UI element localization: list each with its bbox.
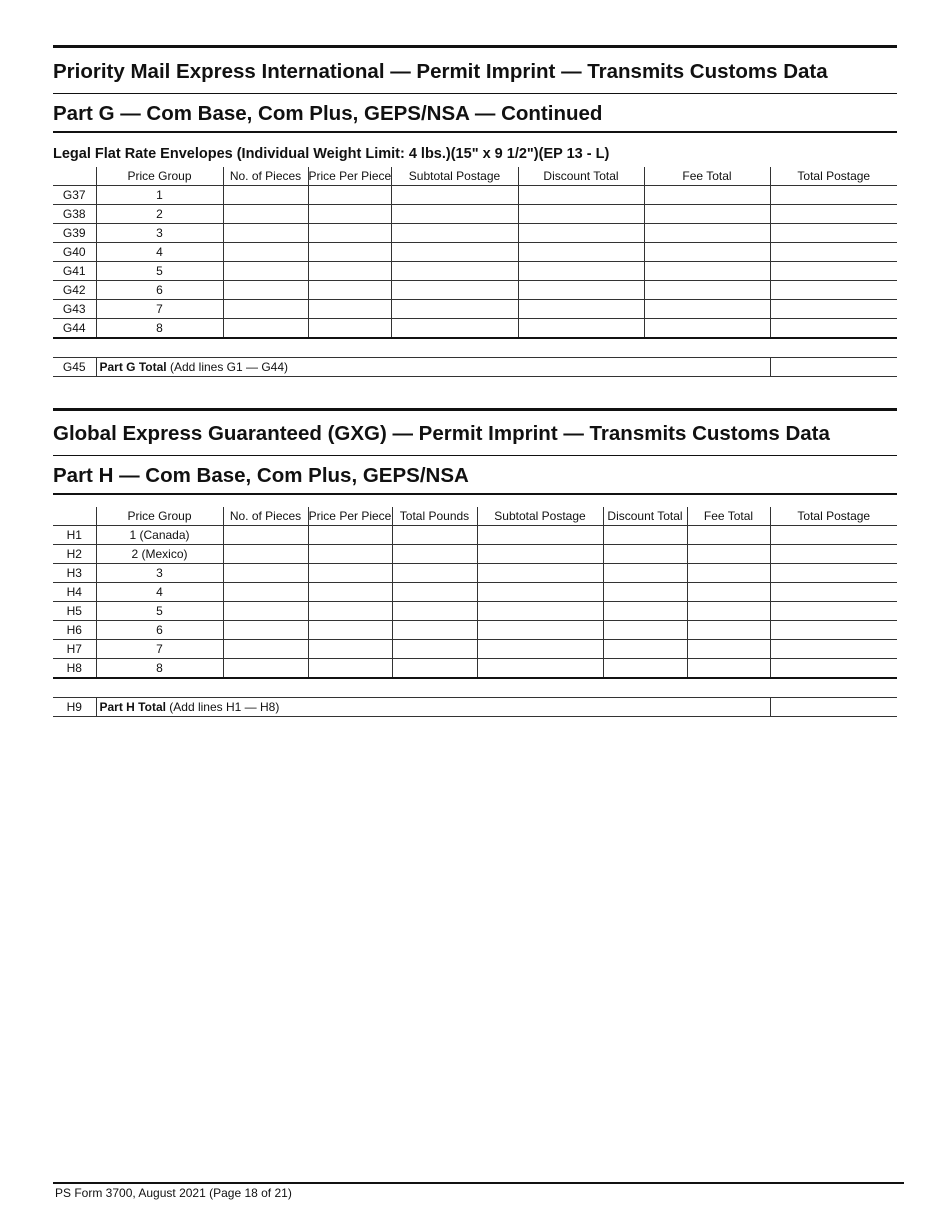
price-group: 8 (96, 659, 223, 679)
col-header-no-of-pieces: No. of Pieces (223, 507, 308, 526)
section-h-title-rule (53, 455, 897, 456)
discount-total-field[interactable] (603, 659, 687, 679)
part-g-table (53, 167, 897, 339)
total-postage-field[interactable] (770, 281, 897, 300)
subtotal-postage-field[interactable] (391, 319, 518, 339)
no-of-pieces-field[interactable] (223, 526, 308, 545)
price-group: 5 (96, 602, 223, 621)
discount-total-field[interactable] (603, 602, 687, 621)
col-header-total-pounds: Total Pounds (392, 507, 477, 526)
total-pounds-field[interactable] (392, 640, 477, 659)
discount-total-field[interactable] (518, 243, 644, 262)
fee-total-field[interactable] (687, 583, 770, 602)
line-number: G39 (53, 224, 96, 243)
total-postage-field[interactable] (770, 659, 897, 679)
discount-total-field[interactable] (603, 545, 687, 564)
total-line-number: G45 (53, 358, 96, 377)
part-g-subtitle: Legal Flat Rate Envelopes (Individual Weight Limit: 4 lbs.)(15" x 9 1/2")(EP 13 - L) (53, 146, 610, 162)
subtotal-postage-field[interactable] (391, 281, 518, 300)
price-per-piece-field[interactable] (308, 243, 391, 262)
discount-total-field[interactable] (518, 224, 644, 243)
col-header-discount-total: Discount Total (518, 167, 644, 186)
line-number: H3 (53, 564, 96, 583)
no-of-pieces-field[interactable] (223, 602, 308, 621)
fee-total-field[interactable] (644, 186, 770, 205)
fee-total-field[interactable] (644, 224, 770, 243)
part-h-total-field[interactable] (770, 698, 897, 717)
subtotal-postage-field[interactable] (477, 564, 603, 583)
total-postage-field[interactable] (770, 564, 897, 583)
col-header-price-group: Price Group (96, 507, 223, 526)
price-per-piece-field[interactable] (308, 224, 391, 243)
section-h-top-rule (53, 408, 897, 411)
table-row (53, 205, 897, 224)
total-label: Part G Total (99, 360, 167, 374)
section-g-title-rule (53, 93, 897, 94)
price-group: 6 (96, 621, 223, 640)
table-row (53, 300, 897, 319)
part-g-title: Part G — Com Base, Com Plus, GEPS/NSA — Continued (53, 102, 603, 125)
fee-total-field[interactable] (644, 243, 770, 262)
subtotal-postage-field[interactable] (477, 621, 603, 640)
discount-total-field[interactable] (603, 526, 687, 545)
subtotal-postage-field[interactable] (477, 545, 603, 564)
total-postage-field[interactable] (770, 300, 897, 319)
table-row (53, 583, 897, 602)
price-group: 2 (96, 205, 223, 224)
table-row (53, 243, 897, 262)
price-per-piece-field[interactable] (308, 526, 392, 545)
col-header-price-per-piece: Price Per Piece (308, 167, 391, 186)
line-number: G44 (53, 319, 96, 339)
line-number-header (53, 167, 96, 186)
table-row (53, 526, 897, 545)
total-note: (Add lines G1 — G44) (169, 360, 289, 374)
part-g-total-field[interactable] (770, 358, 897, 377)
subtotal-postage-field[interactable] (477, 602, 603, 621)
total-pounds-field[interactable] (392, 602, 477, 621)
line-number: H8 (53, 659, 96, 679)
subtotal-postage-field[interactable] (477, 583, 603, 602)
fee-total-field[interactable] (687, 659, 770, 679)
discount-total-field[interactable] (518, 262, 644, 281)
price-group: 1 (96, 186, 223, 205)
footer-rule (53, 1182, 904, 1184)
col-header-subtotal-postage: Subtotal Postage (391, 167, 518, 186)
price-per-piece-field[interactable] (308, 205, 391, 224)
table-row (53, 319, 897, 339)
section-g-title: Priority Mail Express International — Permit Imprint — Transmits Customs Data (53, 60, 828, 83)
col-header-no-of-pieces: No. of Pieces (223, 167, 308, 186)
fee-total-field[interactable] (687, 602, 770, 621)
price-per-piece-field[interactable] (308, 262, 391, 281)
price-group: 6 (96, 281, 223, 300)
no-of-pieces-field[interactable] (223, 659, 308, 679)
total-pounds-field[interactable] (392, 564, 477, 583)
section-g-top-rule (53, 45, 897, 48)
subtotal-postage-field[interactable] (391, 224, 518, 243)
col-header-price-per-piece: Price Per Piece (308, 507, 392, 526)
fee-total-field[interactable] (644, 205, 770, 224)
total-postage-field[interactable] (770, 205, 897, 224)
total-note: (Add lines H1 — H8) (169, 700, 280, 714)
no-of-pieces-field[interactable] (223, 262, 308, 281)
price-per-piece-field[interactable] (308, 281, 391, 300)
total-postage-field[interactable] (770, 224, 897, 243)
col-header-fee-total: Fee Total (644, 167, 770, 186)
subtotal-postage-field[interactable] (477, 640, 603, 659)
total-pounds-field[interactable] (392, 621, 477, 640)
part-h-header-row (53, 507, 897, 526)
col-header-total-postage: Total Postage (770, 507, 897, 526)
no-of-pieces-field[interactable] (223, 583, 308, 602)
price-per-piece-field[interactable] (308, 659, 392, 679)
price-group: 8 (96, 319, 223, 339)
no-of-pieces-field[interactable] (223, 621, 308, 640)
price-per-piece-field[interactable] (308, 300, 391, 319)
fee-total-field[interactable] (644, 300, 770, 319)
total-line-number: H9 (53, 698, 96, 717)
no-of-pieces-field[interactable] (223, 281, 308, 300)
total-postage-field[interactable] (770, 602, 897, 621)
total-label: Part H Total (99, 700, 166, 714)
no-of-pieces-field[interactable] (223, 564, 308, 583)
total-pounds-field[interactable] (392, 526, 477, 545)
no-of-pieces-field[interactable] (223, 300, 308, 319)
table-row (53, 659, 897, 679)
part-h-table (53, 507, 897, 679)
price-group: 7 (96, 640, 223, 659)
discount-total-field[interactable] (518, 319, 644, 339)
subtotal-postage-field[interactable] (391, 262, 518, 281)
total-postage-field[interactable] (770, 262, 897, 281)
table-row (53, 186, 897, 205)
total-postage-field[interactable] (770, 526, 897, 545)
total-postage-field[interactable] (770, 640, 897, 659)
col-header-discount-total: Discount Total (603, 507, 687, 526)
part-h-total-row (53, 697, 897, 717)
table-row (53, 262, 897, 281)
price-per-piece-field[interactable] (308, 640, 392, 659)
total-pounds-field[interactable] (392, 545, 477, 564)
subtotal-postage-field[interactable] (477, 659, 603, 679)
line-number: G38 (53, 205, 96, 224)
fee-total-field[interactable] (687, 640, 770, 659)
section-h-title: Global Express Guaranteed (GXG) — Permit Imprint — Transmits Customs Data (53, 422, 830, 445)
price-group: 7 (96, 300, 223, 319)
price-group: 4 (96, 243, 223, 262)
discount-total-field[interactable] (603, 564, 687, 583)
discount-total-field[interactable] (603, 583, 687, 602)
table-row (53, 602, 897, 621)
total-description (96, 698, 770, 717)
price-per-piece-field[interactable] (308, 583, 392, 602)
no-of-pieces-field[interactable] (223, 319, 308, 339)
fee-total-field[interactable] (687, 621, 770, 640)
table-row (53, 640, 897, 659)
part-h-title-rule (53, 493, 897, 495)
fee-total-field[interactable] (644, 281, 770, 300)
discount-total-field[interactable] (518, 186, 644, 205)
subtotal-postage-field[interactable] (477, 526, 603, 545)
part-g-header-row (53, 167, 897, 186)
table-row (53, 621, 897, 640)
price-group: 4 (96, 583, 223, 602)
discount-total-field[interactable] (518, 281, 644, 300)
line-number: H2 (53, 545, 96, 564)
table-row (53, 545, 897, 564)
no-of-pieces-field[interactable] (223, 205, 308, 224)
part-h-title: Part H — Com Base, Com Plus, GEPS/NSA (53, 464, 469, 487)
page-footer: PS Form 3700, August 2021 (Page 18 of 21) (55, 1186, 292, 1200)
price-group: 3 (96, 564, 223, 583)
price-group: 2 (Mexico) (96, 545, 223, 564)
fee-total-field[interactable] (644, 319, 770, 339)
no-of-pieces-field[interactable] (223, 640, 308, 659)
fee-total-field[interactable] (687, 526, 770, 545)
col-header-price-group: Price Group (96, 167, 223, 186)
discount-total-field[interactable] (603, 621, 687, 640)
subtotal-postage-field[interactable] (391, 205, 518, 224)
line-number: H4 (53, 583, 96, 602)
col-header-subtotal-postage: Subtotal Postage (477, 507, 603, 526)
total-description (96, 358, 770, 377)
part-g-title-rule (53, 131, 897, 133)
col-header-fee-total: Fee Total (687, 507, 770, 526)
fee-total-field[interactable] (644, 262, 770, 281)
part-g-total-row (53, 357, 897, 377)
subtotal-postage-field[interactable] (391, 300, 518, 319)
price-group: 1 (Canada) (96, 526, 223, 545)
price-per-piece-field[interactable] (308, 545, 392, 564)
fee-total-field[interactable] (687, 545, 770, 564)
total-postage-field[interactable] (770, 243, 897, 262)
price-per-piece-field[interactable] (308, 319, 391, 339)
line-number: H5 (53, 602, 96, 621)
price-per-piece-field[interactable] (308, 602, 392, 621)
total-postage-field[interactable] (770, 621, 897, 640)
line-number: G42 (53, 281, 96, 300)
line-number: G41 (53, 262, 96, 281)
price-per-piece-field[interactable] (308, 186, 391, 205)
total-postage-field[interactable] (770, 583, 897, 602)
no-of-pieces-field[interactable] (223, 545, 308, 564)
table-row (53, 281, 897, 300)
subtotal-postage-field[interactable] (391, 243, 518, 262)
no-of-pieces-field[interactable] (223, 186, 308, 205)
subtotal-postage-field[interactable] (391, 186, 518, 205)
total-pounds-field[interactable] (392, 659, 477, 679)
price-group: 5 (96, 262, 223, 281)
discount-total-field[interactable] (518, 300, 644, 319)
discount-total-field[interactable] (603, 640, 687, 659)
total-pounds-field[interactable] (392, 583, 477, 602)
no-of-pieces-field[interactable] (223, 224, 308, 243)
line-number: G43 (53, 300, 96, 319)
total-postage-field[interactable] (770, 186, 897, 205)
table-row (53, 564, 897, 583)
line-number-header (53, 507, 96, 526)
line-number: H6 (53, 621, 96, 640)
total-postage-field[interactable] (770, 545, 897, 564)
table-row (53, 224, 897, 243)
line-number: G37 (53, 186, 96, 205)
line-number: H1 (53, 526, 96, 545)
discount-total-field[interactable] (518, 205, 644, 224)
no-of-pieces-field[interactable] (223, 243, 308, 262)
price-per-piece-field[interactable] (308, 621, 392, 640)
price-group: 3 (96, 224, 223, 243)
fee-total-field[interactable] (687, 564, 770, 583)
line-number: G40 (53, 243, 96, 262)
price-per-piece-field[interactable] (308, 564, 392, 583)
line-number: H7 (53, 640, 96, 659)
total-postage-field[interactable] (770, 319, 897, 339)
col-header-total-postage: Total Postage (770, 167, 897, 186)
